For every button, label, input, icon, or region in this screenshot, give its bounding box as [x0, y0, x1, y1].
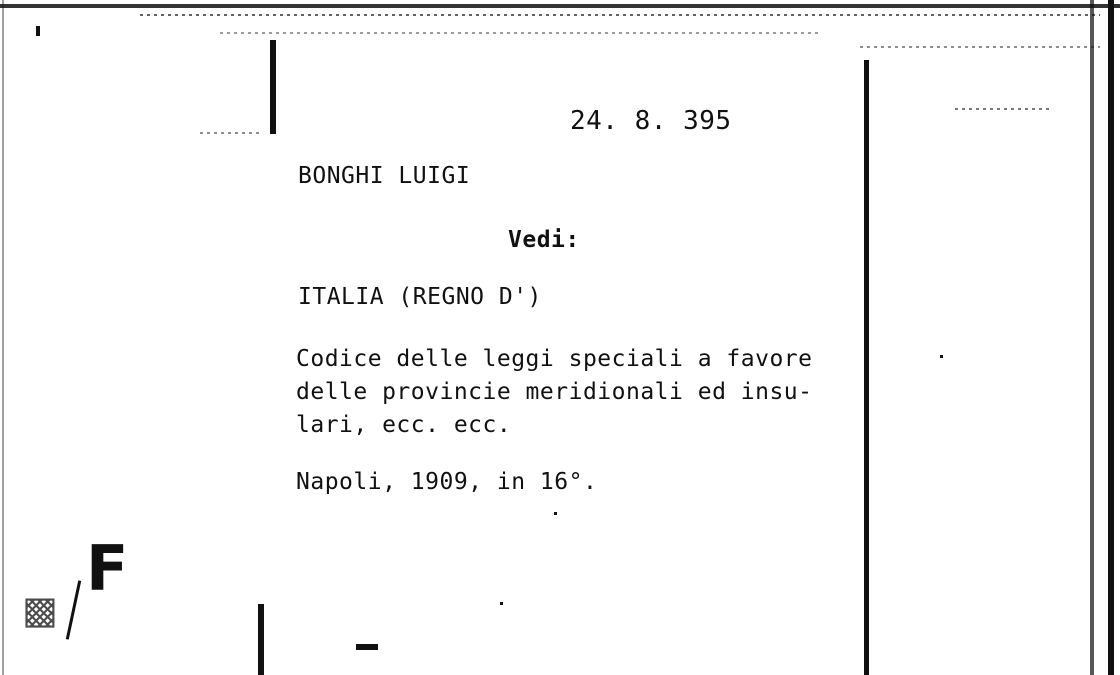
see-label: Vedi:: [508, 227, 580, 253]
title-line-2: delle provincie meridionali ed insu-: [296, 379, 813, 405]
title-line-3: lari, ecc. ecc.: [296, 412, 512, 438]
author-name: BONGHI LUIGI: [298, 163, 471, 189]
left-edge: [2, 0, 4, 675]
corner-stamp-mark: F: [86, 532, 129, 605]
right-dots: [955, 108, 1050, 110]
top-border: [0, 4, 1120, 8]
vertical-rule-bottom: [258, 604, 264, 675]
corner-slash: [66, 580, 81, 639]
corner-stamp-mark-faded: ▩: [22, 588, 58, 632]
vertical-rule-top: [270, 40, 276, 134]
stray-dot-3: [500, 602, 503, 605]
stray-mark-4: [356, 644, 378, 650]
title-line-1: Codice delle leggi speciali a favore: [296, 346, 813, 372]
short-dots-left: [200, 132, 260, 134]
imprint-line: Napoli, 1909, in 16°.: [296, 469, 598, 495]
call-number: 24. 8. 395: [570, 106, 732, 136]
top-noise-strip-2: [220, 32, 820, 34]
left-tick: [36, 26, 40, 36]
right-edge: [1090, 0, 1094, 675]
stray-dot-2: [940, 355, 943, 358]
top-noise-strip-3: [860, 46, 1100, 48]
subject-heading: ITALIA (REGNO D'): [298, 284, 542, 310]
right-edge-outer: [1108, 0, 1114, 675]
right-column-divider: [864, 60, 869, 675]
stray-dot-1: [554, 512, 557, 515]
top-noise-strip: [140, 14, 1100, 16]
